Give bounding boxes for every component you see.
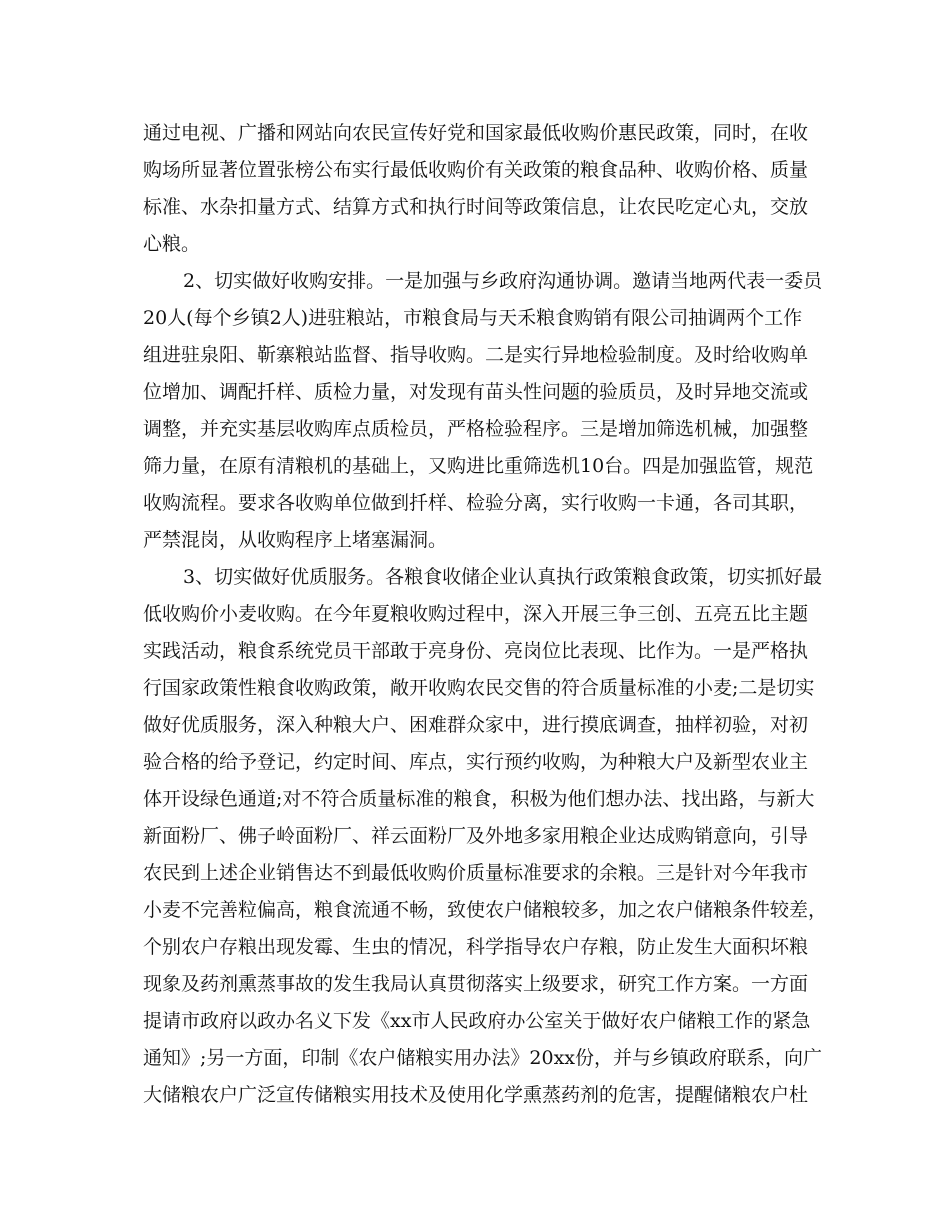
text-line: 现象及药剂熏蒸事故的发生我局认真贯彻落实上级要求，研究工作方案。一方面: [143, 973, 809, 995]
text-line: 位增加、调配扦样、质检力量，对发现有苗头性问题的验质员，及时异地交流或: [143, 381, 809, 403]
text-line: 验合格的给予登记，约定时间、库点，实行预约收购，为种粮大户及新型农业主: [143, 751, 809, 773]
text-line: 体开设绿色通道;对不符合质量标准的粮食，积极为他们想办法、找出路，与新大: [143, 788, 815, 810]
text-line: 小麦不完善粒偏高，粮食流通不畅，致使农户储粮较多，加之农户储粮条件较差，: [143, 899, 828, 921]
text-line: 标准、水杂扣量方式、结算方式和执行时间等政策信息，让农民吃定心丸，交放: [143, 196, 809, 218]
text-line: 做好优质服务，深入种粮大户、困难群众家中，进行摸底调查，抽样初验，对初: [143, 714, 809, 736]
text-line: 低收购价小麦收购。在今年夏粮收购过程中，深入开展三争三创、五亮五比主题: [143, 603, 809, 625]
text-line: 严禁混岗，从收购程序上堵塞漏洞。: [143, 529, 448, 551]
paragraph-2-first-line: 2、切实做好收购安排。一是加强与乡政府沟通协调。邀请当地两代表一委员: [183, 270, 823, 292]
text-line: 个别农户存粮出现发霉、生虫的情况，科学指导农户存粮，防止发生大面积坏粮: [143, 936, 809, 958]
text-line: 组进驻泉阳、靳寨粮站监督、指导收购。二是实行异地检验制度。及时给收购单: [143, 344, 809, 366]
text-line: 行国家政策性粮食收购政策，敞开收购农民交售的符合质量标准的小麦;二是切实: [143, 677, 815, 699]
text-line: 心粮。: [143, 233, 201, 255]
text-line: 大储粮农户广泛宣传储粮实用技术及使用化学熏蒸药剂的危害，提醒储粮农户杜: [143, 1084, 809, 1106]
text-line: 购场所显著位置张榜公布实行最低收购价有关政策的粮食品种、收购价格、质量: [143, 159, 809, 181]
paragraph-3-first-line: 3、切实做好优质服务。各粮食收储企业认真执行政策粮食政策，切实抓好最: [183, 566, 823, 588]
text-line: 通知》;另一方面，印制《农户储粮实用办法》20xx份，并与乡镇政府联系，向广: [143, 1047, 823, 1069]
text-line: 提请市政府以政办名义下发《xx市人民政府办公室关于做好农户储粮工作的紧急: [143, 1010, 811, 1032]
text-line: 农民到上述企业销售达不到最低收购价质量标准要求的余粮。三是针对今年我市: [143, 862, 809, 884]
text-line: 调整，并充实基层收购库点质检员，严格检验程序。三是增加筛选机械，加强整: [143, 418, 809, 440]
text-line: 新面粉厂、佛子岭面粉厂、祥云面粉厂及外地多家用粮企业达成购销意向，引导: [143, 825, 809, 847]
text-line: 20人(每个乡镇2人)进驻粮站，市粮食局与天禾粮食购销有限公司抽调两个工作: [143, 307, 803, 329]
text-line: 通过电视、广播和网站向农民宣传好党和国家最低收购价惠民政策，同时，在收: [143, 122, 809, 144]
text-line: 收购流程。要求各收购单位做到扦样、检验分离，实行收购一卡通，各司其职，: [143, 492, 809, 514]
text-line: 实践活动，粮食系统党员干部敢于亮身份、亮岗位比表现、比作为。一是严格执: [143, 640, 809, 662]
text-line: 筛力量，在原有清粮机的基础上，又购进比重筛选机10台。四是加强监管，规范: [143, 455, 814, 477]
